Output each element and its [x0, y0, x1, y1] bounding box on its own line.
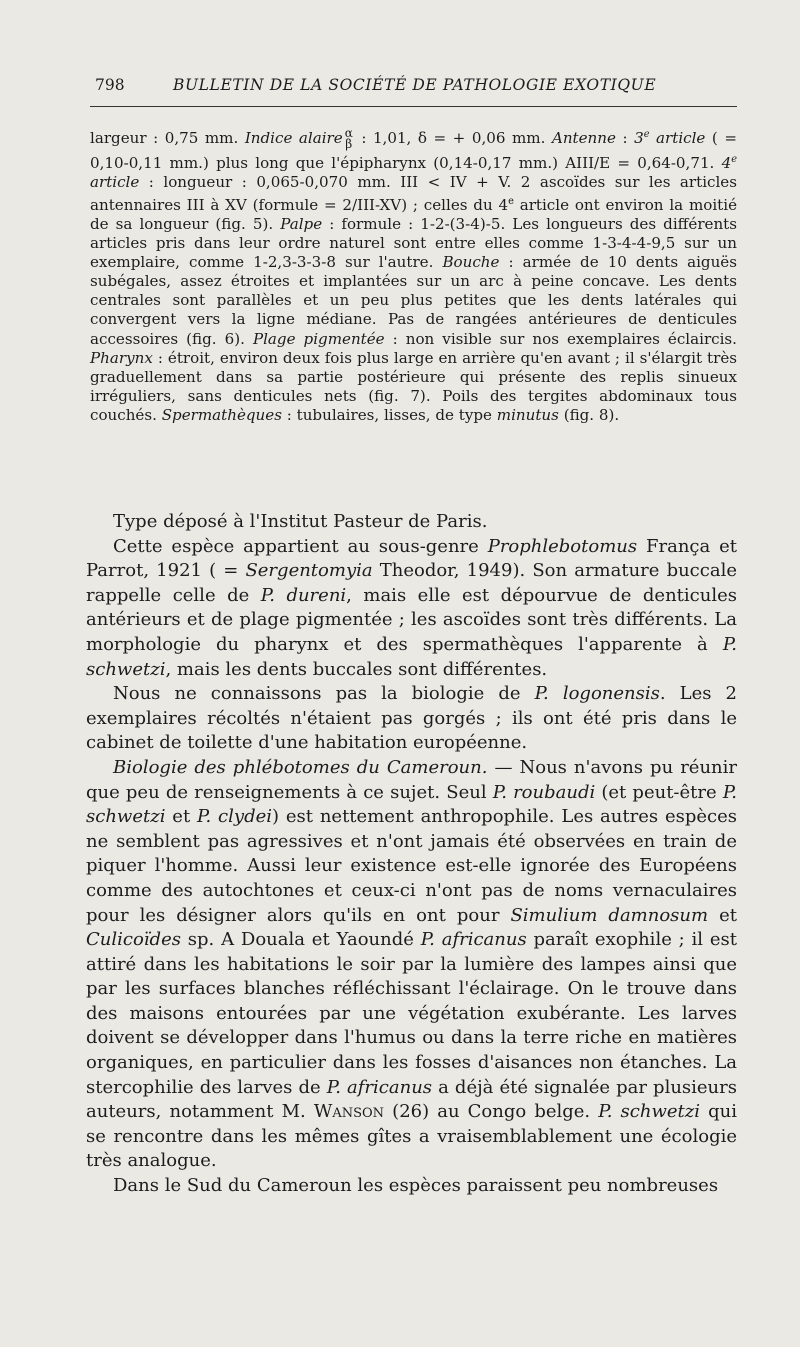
fraction: α β: [344, 126, 353, 152]
section-heading: Biologie des phlébotomes du Cameroun.: [113, 756, 488, 778]
paragraph-type: Type déposé à l'Institut Pasteur de Paris.: [113, 511, 488, 532]
page-number: 798: [95, 76, 125, 94]
journal-title: BULLETIN DE LA SOCIÉTÉ DE PATHOLOGIE EXOTIQUE: [173, 76, 657, 94]
main-text: [86, 510, 737, 1199]
description-text: largeur : 0,75 mm. Indice alaire α β : 1,01, δ = + 0,06 mm. Antenne : 3e article ( = 0,10-0,11 mm.) plus long que l'épipharynx (0,14-0,17 mm.) AIII/E = 0,64-0,71. 4e article : longueur : 0,065-0,070 mm. III < IV + V. 2 ascoïdes sur les articles antennaires III à XV (formule = 2/III-XV) ; celles du 4e article ont environ la moitié de sa longueur (fig. 5). Palpe : formule : 1-2-(3-4)-5. Les longueurs des différents articles pris dans leur ordre naturel sont entre elles comme 1-3-4-4-9,5 sur un exemplaire, comme 1-2,3-3-3-8 sur l'autre. Bouche : armée de 10 dents aiguës subégales, assez étroites et implantées sur un arc à peine concave. Les dents centrales sont parallèles et un peu plus petites que les dents latérales qui convergent vers la ligne médiane. Pas de rangées antérieures de denticules accessoires (fig. 6). Plage pigmentée : non visible sur nos exemplaires éclaircis. Pharynx : étroit, environ deux fois plus large en arrière qu'en avant ; il s'élargit très graduellement dans sa partie postérieure qui présente des replis sinueux irréguliers, sans denticules nets (fig. 7). Poils des tergites abdominaux tous couchés. Spermathèques : tubulaires, lisses, de type minutus (fig. 8).: [90, 126, 738, 424]
paragraph-biology-logonensis: Nous ne connaissons pas la biologie de P. logonensis. Les 2 exemplaires récoltés n'étaient pas gorgés ; ils ont été pris dans le cabinet de toilette d'une habitation européenne.: [86, 683, 737, 754]
running-header: [95, 76, 735, 100]
paragraph-south-cameroun: Dans le Sud du Cameroun les espèces paraissent peu nombreuses: [113, 1175, 719, 1197]
header-rule: [90, 106, 737, 107]
description-paragraph: [90, 125, 737, 425]
paragraph-subgenus: Cette espèce appartient au sous-genre Prophlebotomus França et Parrot, 1921 ( = Sergentomyia Theodor, 1949). Son armature buccale rappelle celle de P. dureni, mais elle est dépourvue de denticules antérieurs et de plage pigmentée ; les ascoïdes sont très différents. La morphologie du pharynx et des spermathèques l'apparente à P. schwetzi, mais les dents buccales sont différentes.: [86, 535, 737, 680]
paragraph-biology-cameroun: Biologie des phlébotomes du Cameroun. — Nous n'avons pu réunir que peu de renseignements à ce sujet. Seul P. roubaudi (et peut-être P. schwetzi et P. clydei) est nettement anthropophile. Les autres espèces ne semblent pas agressives et n'ont jamais été observées en train de piquer l'homme. Aussi leur existence est-elle ignorée des Européens comme des autochtones et ceux-ci n'ont pas de noms vernaculaires pour les désigner alors qu'ils en ont pour Simulium damnosum et Culicoïdes sp. A Douala et Yaoundé P. africanus paraît exophile ; il est attiré dans les habitations le soir par la lumière des lampes ainsi que par les surfaces blanches réfléchissant l'éclairage. On le trouve dans des maisons entourées par une végétation exubérante. Les larves doivent se développer dans l'humus ou dans la terre riche en matières organiques, en particulier dans les fosses d'aisances non étanches. La stercophilie des larves de P. africanus a déjà été signalée par plusieurs auteurs, notamment M. Wanson (26) au Congo belge. P. schwetzi qui se rencontre dans les mêmes gîtes a vraisemblablement une écologie très analogue.: [86, 756, 737, 1172]
